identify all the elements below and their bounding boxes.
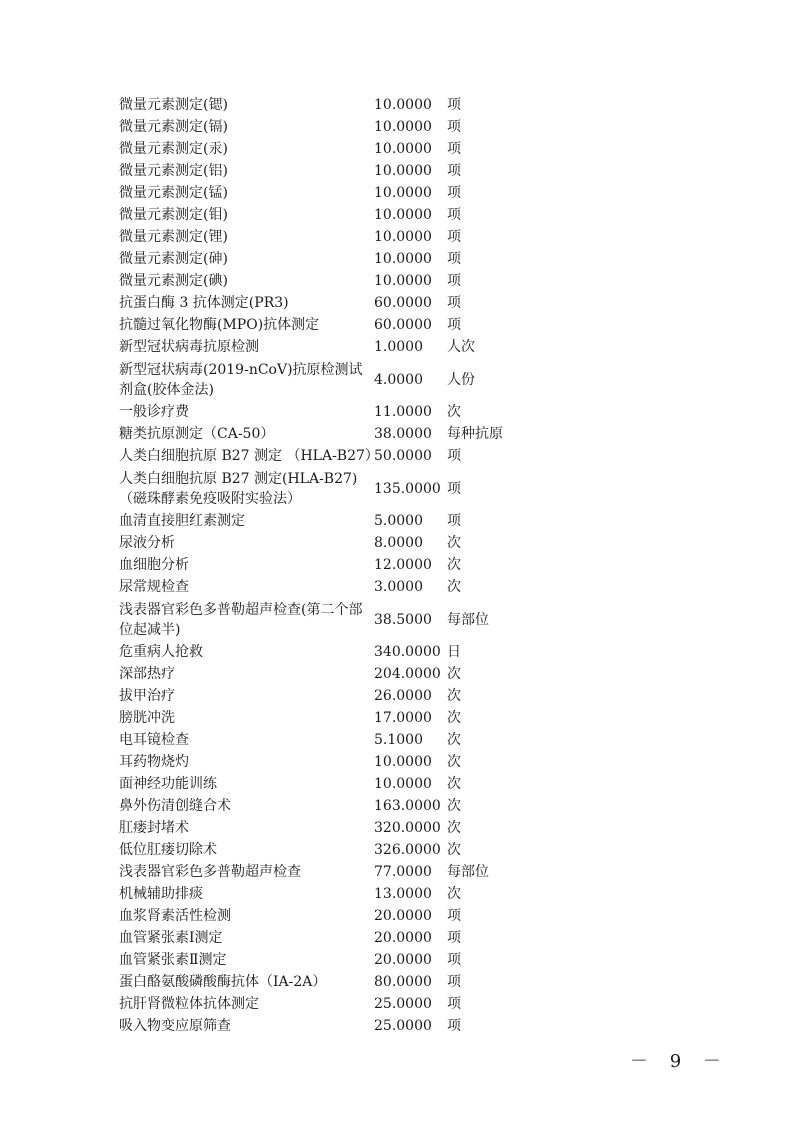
item-price: 10.0000 [374,776,432,792]
item-unit: 项 [447,974,461,990]
item-name: 新型冠状病毒(2019-nCoV)抗原检测试剂盒(胶体金法) [119,361,363,398]
item-price: 50.0000 [374,448,432,464]
table-row [119,707,519,729]
item-unit: 次 [447,732,461,748]
table-row [119,1015,519,1037]
item-name: 鼻外伤清创缝合术 [119,798,231,814]
item-unit: 次 [447,820,461,836]
item-name: 深部热疗 [119,666,175,682]
table-row [119,729,519,751]
item-name: 微量元素测定(铝) [119,163,228,179]
table-row [119,685,519,707]
item-price: 10.0000 [374,273,432,289]
item-name: 耳药物烧灼 [119,754,189,770]
item-unit: 次 [447,688,461,704]
item-unit: 项 [447,480,461,497]
item-unit: 次 [447,666,461,682]
item-name: 面神经功能训练 [119,776,217,792]
item-unit: 项 [447,996,461,1012]
item-unit: 次 [447,886,461,902]
item-unit: 次 [447,710,461,726]
item-name: 肛瘘封堵术 [119,820,189,836]
item-unit: 项 [447,317,461,333]
item-unit: 项 [447,952,461,968]
item-unit: 次 [447,776,461,792]
table-row [119,532,519,554]
item-name: 微量元素测定(镉) [119,119,228,135]
table-row [119,510,519,532]
item-unit: 项 [447,930,461,946]
item-unit: 项 [447,448,461,464]
item-price: 77.0000 [374,864,432,880]
item-price: 80.0000 [374,974,432,990]
table-row [119,751,519,773]
item-price: 10.0000 [374,754,432,770]
item-price: 326.0000 [374,842,441,858]
item-unit: 项 [447,119,461,135]
item-unit: 次 [447,557,461,573]
item-price: 3.0000 [374,579,423,595]
item-price: 4.0000 [374,371,423,388]
item-price: 320.0000 [374,820,441,836]
table-row [119,226,519,248]
item-name: 电耳镜检查 [119,732,189,748]
item-price: 13.0000 [374,886,432,902]
item-unit: 项 [447,908,461,924]
item-name: 尿常规检查 [119,579,189,595]
item-name: 人类白细胞抗原 B27 测定(HLA-B27)（磁珠酵素免疫吸附实验法） [119,470,358,507]
item-price: 20.0000 [374,952,432,968]
item-name: 血细胞分析 [119,557,189,573]
table-row [119,358,519,401]
item-name: 抗髓过氧化物酶(MPO)抗体测定 [119,317,320,333]
table-row [119,401,519,423]
item-price: 10.0000 [374,97,432,113]
item-name: 微量元素测定(锶) [119,97,228,113]
item-price: 163.0000 [374,798,441,814]
item-name: 蛋白酪氨酸磷酸酶抗体（IA-2A） [119,974,327,990]
item-name: 吸入物变应原筛查 [119,1018,231,1034]
table-row [119,204,519,226]
table-row [119,905,519,927]
item-name: 危重病人抢救 [119,644,203,660]
item-price: 60.0000 [374,295,432,311]
page-number: － 9 － [630,1051,729,1072]
table-row [119,641,519,663]
item-price: 38.0000 [374,426,432,442]
item-name: 抗蛋白酶 3 抗体测定(PR3) [119,295,289,311]
item-price: 10.0000 [374,207,432,223]
item-name: 新型冠状病毒抗原检测 [119,339,259,355]
item-unit: 项 [447,185,461,201]
table-row [119,138,519,160]
table-row [119,445,519,467]
table-row [119,949,519,971]
item-unit: 次 [447,754,461,770]
item-name: 糖类抗原测定（CA-50） [119,426,275,442]
item-unit: 次 [447,579,461,595]
item-unit: 项 [447,229,461,245]
table-row [119,116,519,138]
item-name: 人类白细胞抗原 B27 测定 （HLA-B27） [119,448,379,464]
item-price: 10.0000 [374,119,432,135]
item-name: 浅表器官彩色多普勒超声检查(第二个部位起减半) [119,601,363,638]
item-unit: 次 [447,842,461,858]
item-unit: 项 [447,251,461,267]
table-row [119,883,519,905]
item-unit: 项 [447,97,461,113]
table-row [119,576,519,598]
table-row [119,423,519,445]
item-name: 血浆肾素活性检测 [119,908,231,924]
item-name: 浅表器官彩色多普勒超声检查 [119,864,301,880]
item-price: 10.0000 [374,163,432,179]
item-price: 5.1000 [374,732,423,748]
table-row [119,292,519,314]
item-unit: 每种抗原 [447,426,503,442]
table-row [119,817,519,839]
fee-table [119,94,519,1037]
table-row [119,773,519,795]
table-row [119,467,519,510]
item-name: 微量元素测定(砷) [119,251,228,267]
item-price: 25.0000 [374,996,432,1012]
item-name: 微量元素测定(汞) [119,141,228,157]
item-name: 微量元素测定(碘) [119,273,228,289]
item-name: 微量元素测定(锂) [119,229,228,245]
table-row [119,182,519,204]
item-unit: 次 [447,798,461,814]
item-unit: 项 [447,141,461,157]
item-price: 1.0000 [374,339,423,355]
item-unit: 次 [447,535,461,551]
item-name: 膀胱冲洗 [119,710,175,726]
item-name: 微量元素测定(钼) [119,207,228,223]
item-price: 60.0000 [374,317,432,333]
item-price: 204.0000 [374,666,441,682]
item-price: 10.0000 [374,185,432,201]
item-price: 26.0000 [374,688,432,704]
item-price: 20.0000 [374,930,432,946]
table-row [119,94,519,116]
item-unit: 人份 [447,371,475,388]
item-unit: 项 [447,295,461,311]
item-unit: 项 [447,163,461,179]
item-name: 尿液分析 [119,535,175,551]
table-row [119,314,519,336]
item-name: 抗肝肾微粒体抗体测定 [119,996,259,1012]
item-price: 38.5000 [374,611,432,628]
table-row [119,598,519,641]
table-row [119,993,519,1015]
item-price: 10.0000 [374,229,432,245]
item-price: 10.0000 [374,251,432,267]
item-unit: 日 [447,644,461,660]
item-name: 血清直接胆红素测定 [119,513,245,529]
item-unit: 每部位 [447,611,489,628]
item-unit: 项 [447,513,461,529]
table-row [119,927,519,949]
item-price: 12.0000 [374,557,432,573]
item-unit: 项 [447,1018,461,1034]
item-unit: 次 [447,404,461,420]
item-name: 微量元素测定(锰) [119,185,228,201]
item-name: 低位肛瘘切除术 [119,842,217,858]
item-unit: 项 [447,207,461,223]
table-row [119,336,519,358]
item-unit: 每部位 [447,864,489,880]
item-price: 11.0000 [374,404,432,420]
table-row [119,270,519,292]
table-row [119,971,519,993]
table-row [119,839,519,861]
table-row [119,861,519,883]
table-row [119,160,519,182]
item-price: 340.0000 [374,644,441,660]
table-row [119,248,519,270]
item-name: 一般诊疗费 [119,404,189,420]
item-unit: 人次 [447,339,475,355]
item-unit: 项 [447,273,461,289]
item-price: 17.0000 [374,710,432,726]
table-row [119,663,519,685]
table-row [119,795,519,817]
item-price: 20.0000 [374,908,432,924]
item-name: 拔甲治疗 [119,688,175,704]
item-price: 8.0000 [374,535,423,551]
item-name: 机械辅助排痰 [119,886,203,902]
item-name: 血管紧张素Ⅰ测定 [119,930,223,946]
item-price: 135.0000 [374,480,441,497]
item-name: 血管紧张素Ⅱ测定 [119,952,227,968]
table-row [119,554,519,576]
item-price: 25.0000 [374,1018,432,1034]
item-price: 10.0000 [374,141,432,157]
item-price: 5.0000 [374,513,423,529]
